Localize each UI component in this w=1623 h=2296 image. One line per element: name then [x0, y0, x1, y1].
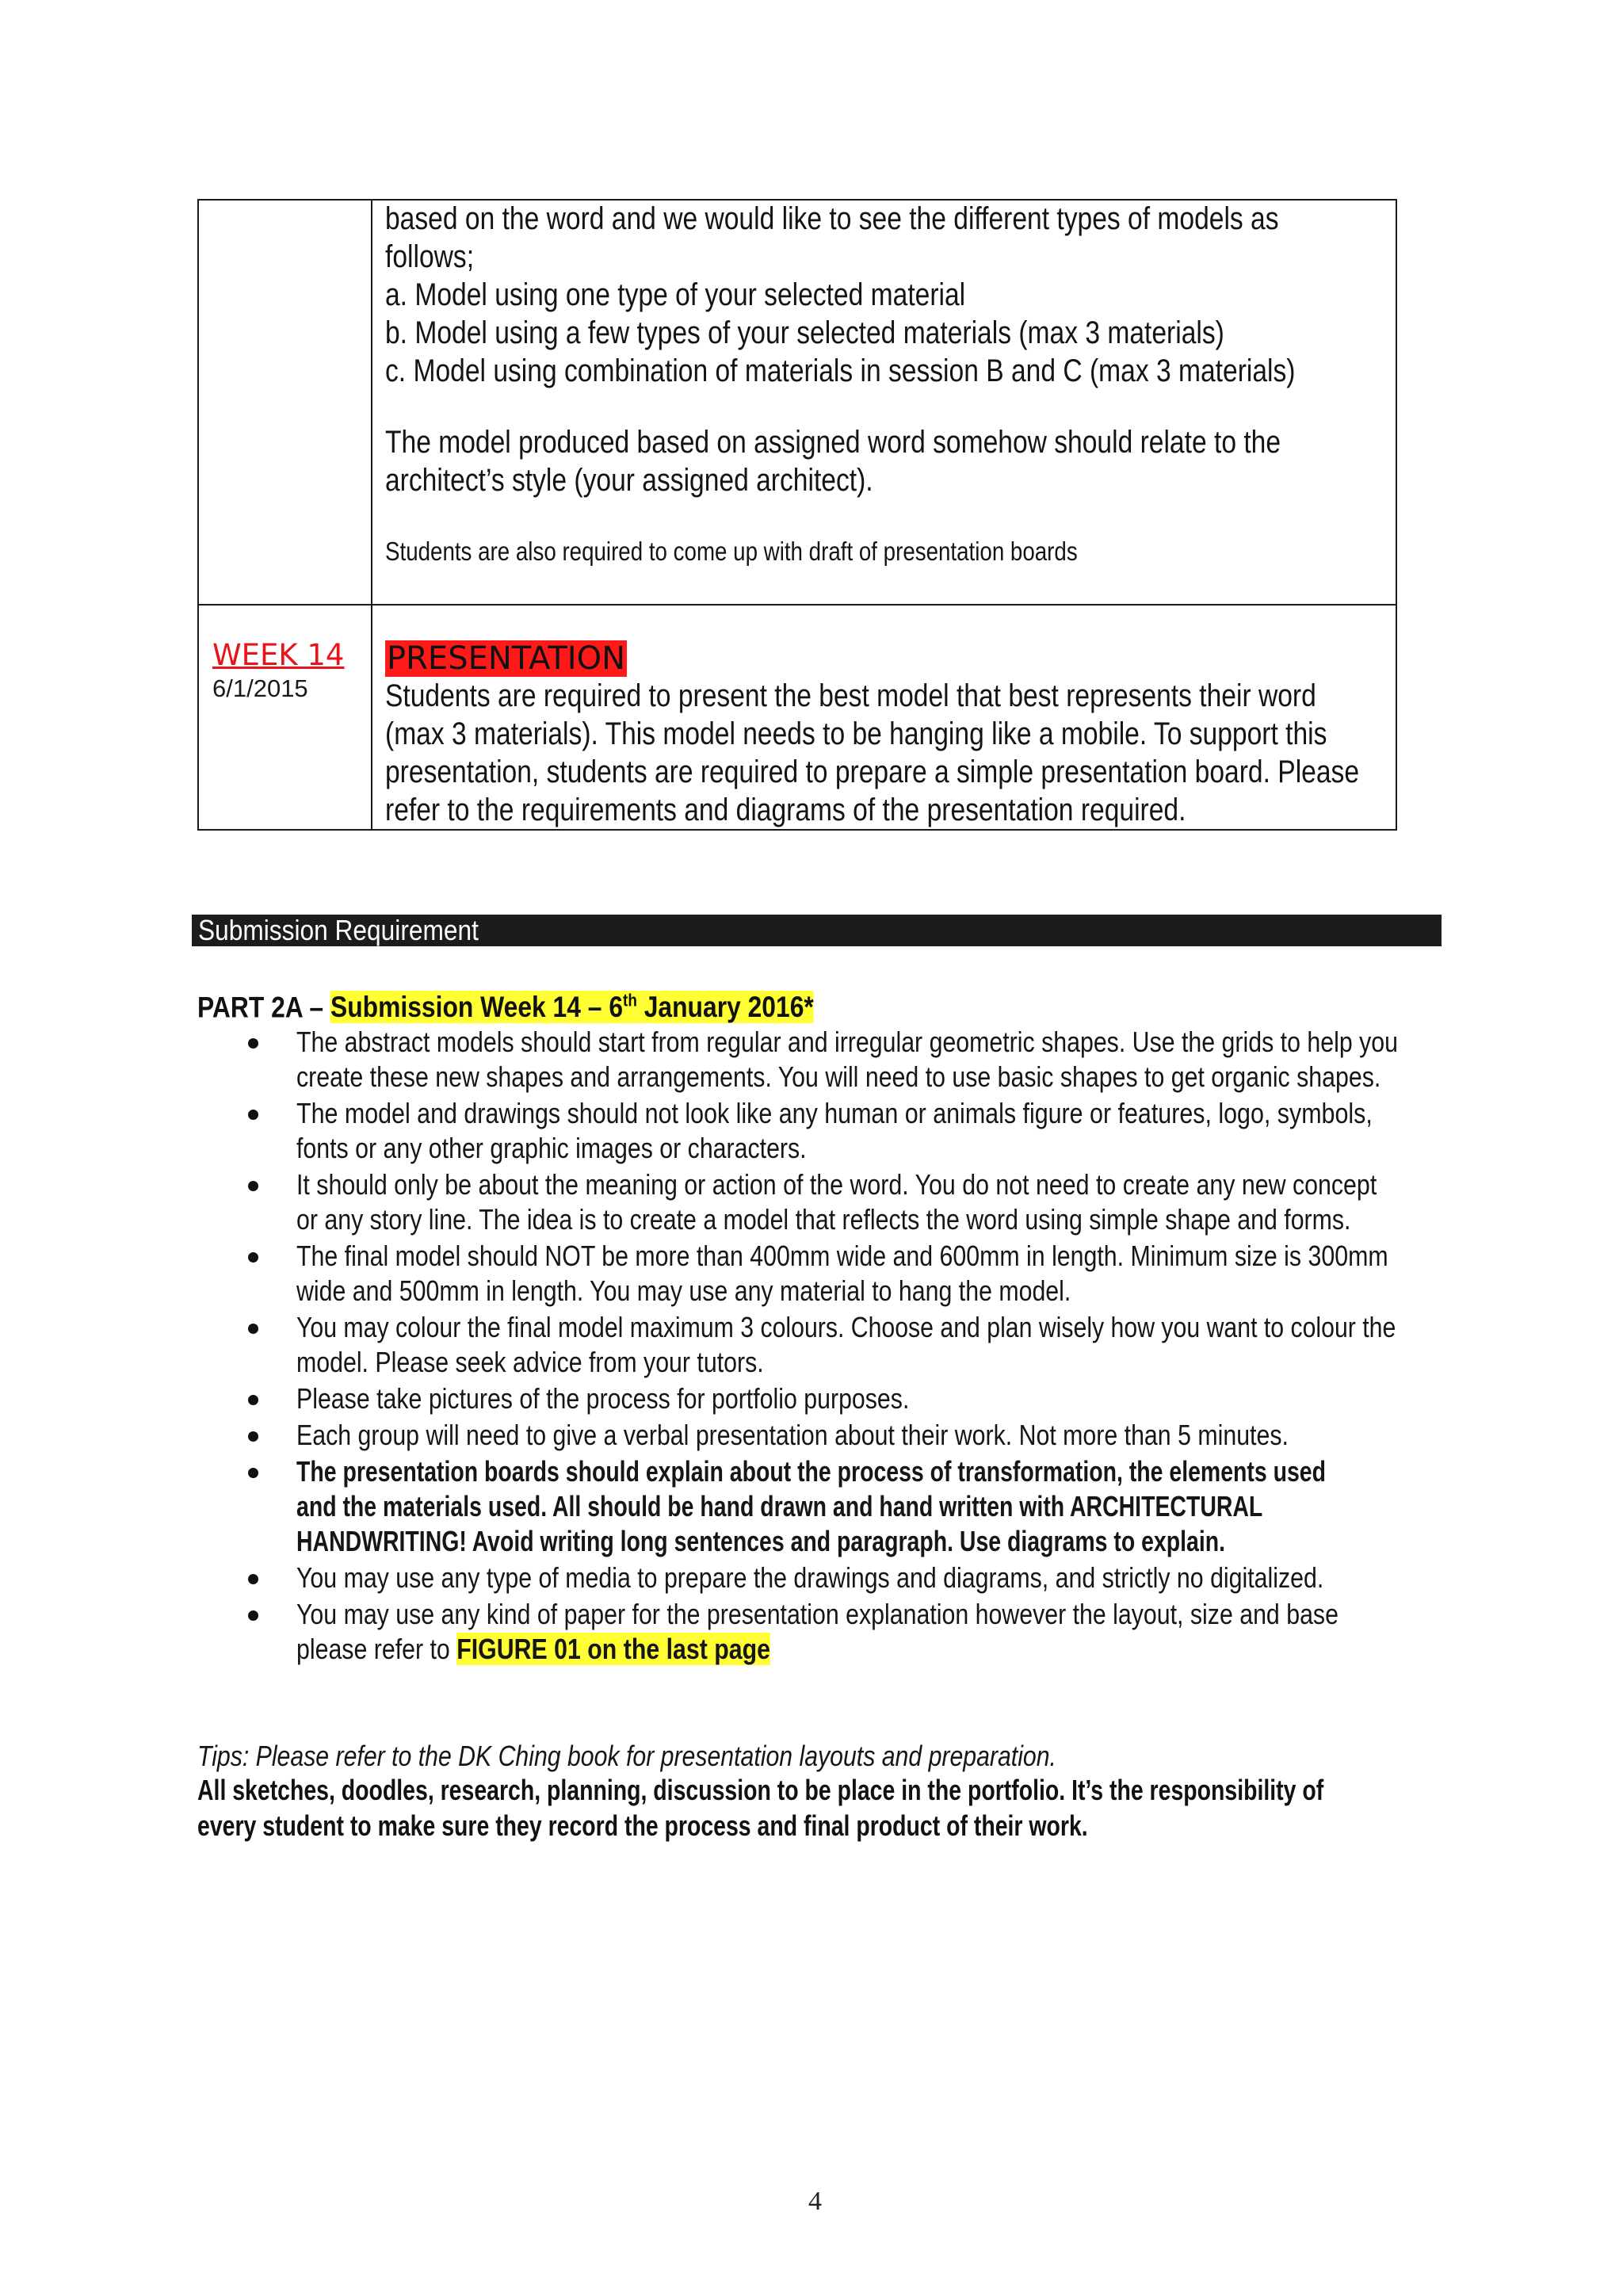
row1-note: Students are also required to come up with draft of presentation boards: [385, 537, 1078, 566]
row1-line-6: The model produced based on assigned word somehow should relate to the: [385, 425, 1281, 460]
bullet-8-line-2: and the materials used. All should be hand drawn and hand written with ARCHITECTURAL: [296, 1490, 1263, 1522]
bullet-5-line-2: model. Please seek advice from your tutors.: [296, 1346, 764, 1378]
bullet-icon: [248, 1110, 258, 1120]
row2-line-2: (max 3 materials). This model needs to be hanging like a mobile. To support this: [385, 716, 1327, 751]
bullet-icon: [248, 1431, 258, 1442]
table-row-divider: [199, 604, 1396, 606]
row1-line-5: c. Model using combination of materials in session B and C (max 3 materials): [385, 353, 1296, 388]
bullet-2-line-1: The model and drawings should not look like any human or animals figure or features, logo, symbols,: [296, 1097, 1373, 1129]
bullet-2-line-2: fonts or any other graphic images or characters.: [296, 1132, 807, 1164]
bullet-6-line-1: Please take pictures of the process for portfolio purposes.: [296, 1382, 910, 1415]
bullet-9-line-1: You may use any type of media to prepare the drawings and diagrams, and strictly no digitalized.: [296, 1561, 1324, 1594]
part-deadline-highlight: Submission Week 14 – 6th January 2016*: [330, 991, 814, 1024]
part-2a-heading: [197, 991, 914, 1024]
row1-line-7: architect’s style (your assigned architect).: [385, 463, 873, 498]
bullet-icon: [248, 1468, 258, 1478]
bullet-3-line-2: or any story line. The idea is to create a model that reflects the word using simple shape and forms.: [296, 1203, 1351, 1236]
row1-line-3: a. Model using one type of your selected material: [385, 277, 966, 312]
bullet-8-line-1: The presentation boards should explain about the process of transformation, the elements used: [296, 1455, 1326, 1488]
bullet-icon: [248, 1252, 258, 1263]
row1-line-2: follows;: [385, 239, 475, 274]
week-label: WEEK 14: [212, 638, 345, 672]
bullet-1-line-2: create these new shapes and arrangements. You will need to use basic shapes to get organic shapes.: [296, 1060, 1381, 1093]
bullet-icon: [248, 1610, 258, 1621]
bullet-5-line-1: You may colour the final model maximum 3 colours. Choose and plan wisely how you want to colour the: [296, 1311, 1396, 1343]
row2-line-4: refer to the requirements and diagrams of the presentation required.: [385, 793, 1186, 827]
bullet-10-line-2: please refer to FIGURE 01 on the last page: [296, 1633, 771, 1665]
bullet-10-line-1: You may use any kind of paper for the presentation explanation however the layout, size and base: [296, 1598, 1338, 1630]
tips-line: Tips: Please refer to the DK Ching book for presentation layouts and preparation.: [197, 1740, 1056, 1772]
bullet-icon: [248, 1574, 258, 1584]
row1-line-1: based on the word and we would like to see the different types of models as: [385, 201, 1279, 236]
figure-reference-highlight: FIGURE 01 on the last page: [456, 1633, 771, 1665]
row2-line-1: Students are required to present the best model that best represents their word: [385, 678, 1316, 713]
row1-line-4: b. Model using a few types of your selected materials (max 3 materials): [385, 315, 1224, 350]
closing-line-2: every student to make sure they record the process and final product of their work.: [197, 1809, 1088, 1842]
bullet-1-line-1: The abstract models should start from regular and irregular geometric shapes. Use the grids to help you: [296, 1026, 1398, 1058]
bullet-icon: [248, 1181, 258, 1191]
bullet-7-line-1: Each group will need to give a verbal presentation about their work. Not more than 5 minutes.: [296, 1419, 1289, 1451]
part-prefix: PART 2A –: [197, 991, 330, 1024]
bullet-8-line-3: HANDWRITING! Avoid writing long sentences and paragraph. Use diagrams to explain.: [296, 1525, 1226, 1557]
table-column-divider: [371, 201, 372, 829]
page-number: 4: [808, 2187, 822, 2216]
bullet-icon: [248, 1395, 258, 1405]
submission-requirement-bar: [192, 915, 1442, 946]
row2-line-3: presentation, students are required to prepare a simple presentation board. Please: [385, 755, 1360, 789]
presentation-tag: PRESENTATION: [387, 640, 625, 677]
week-date: 6/1/2015: [212, 674, 308, 702]
bullet-3-line-1: It should only be about the meaning or action of the word. You do not need to create any new concept: [296, 1168, 1377, 1201]
closing-line-1: All sketches, doodles, research, planning, discussion to be place in the portfolio. It’s the responsibility of: [197, 1774, 1324, 1806]
bullet-icon: [248, 1038, 258, 1049]
submission-bar-label: Submission Requirement: [198, 914, 479, 946]
bullet-icon: [248, 1324, 258, 1334]
bullet-4-line-2: wide and 500mm in length. You may use any material to hang the model.: [296, 1274, 1071, 1307]
bullet-4-line-1: The final model should NOT be more than 400mm wide and 600mm in length. Minimum size is 300mm: [296, 1240, 1388, 1272]
